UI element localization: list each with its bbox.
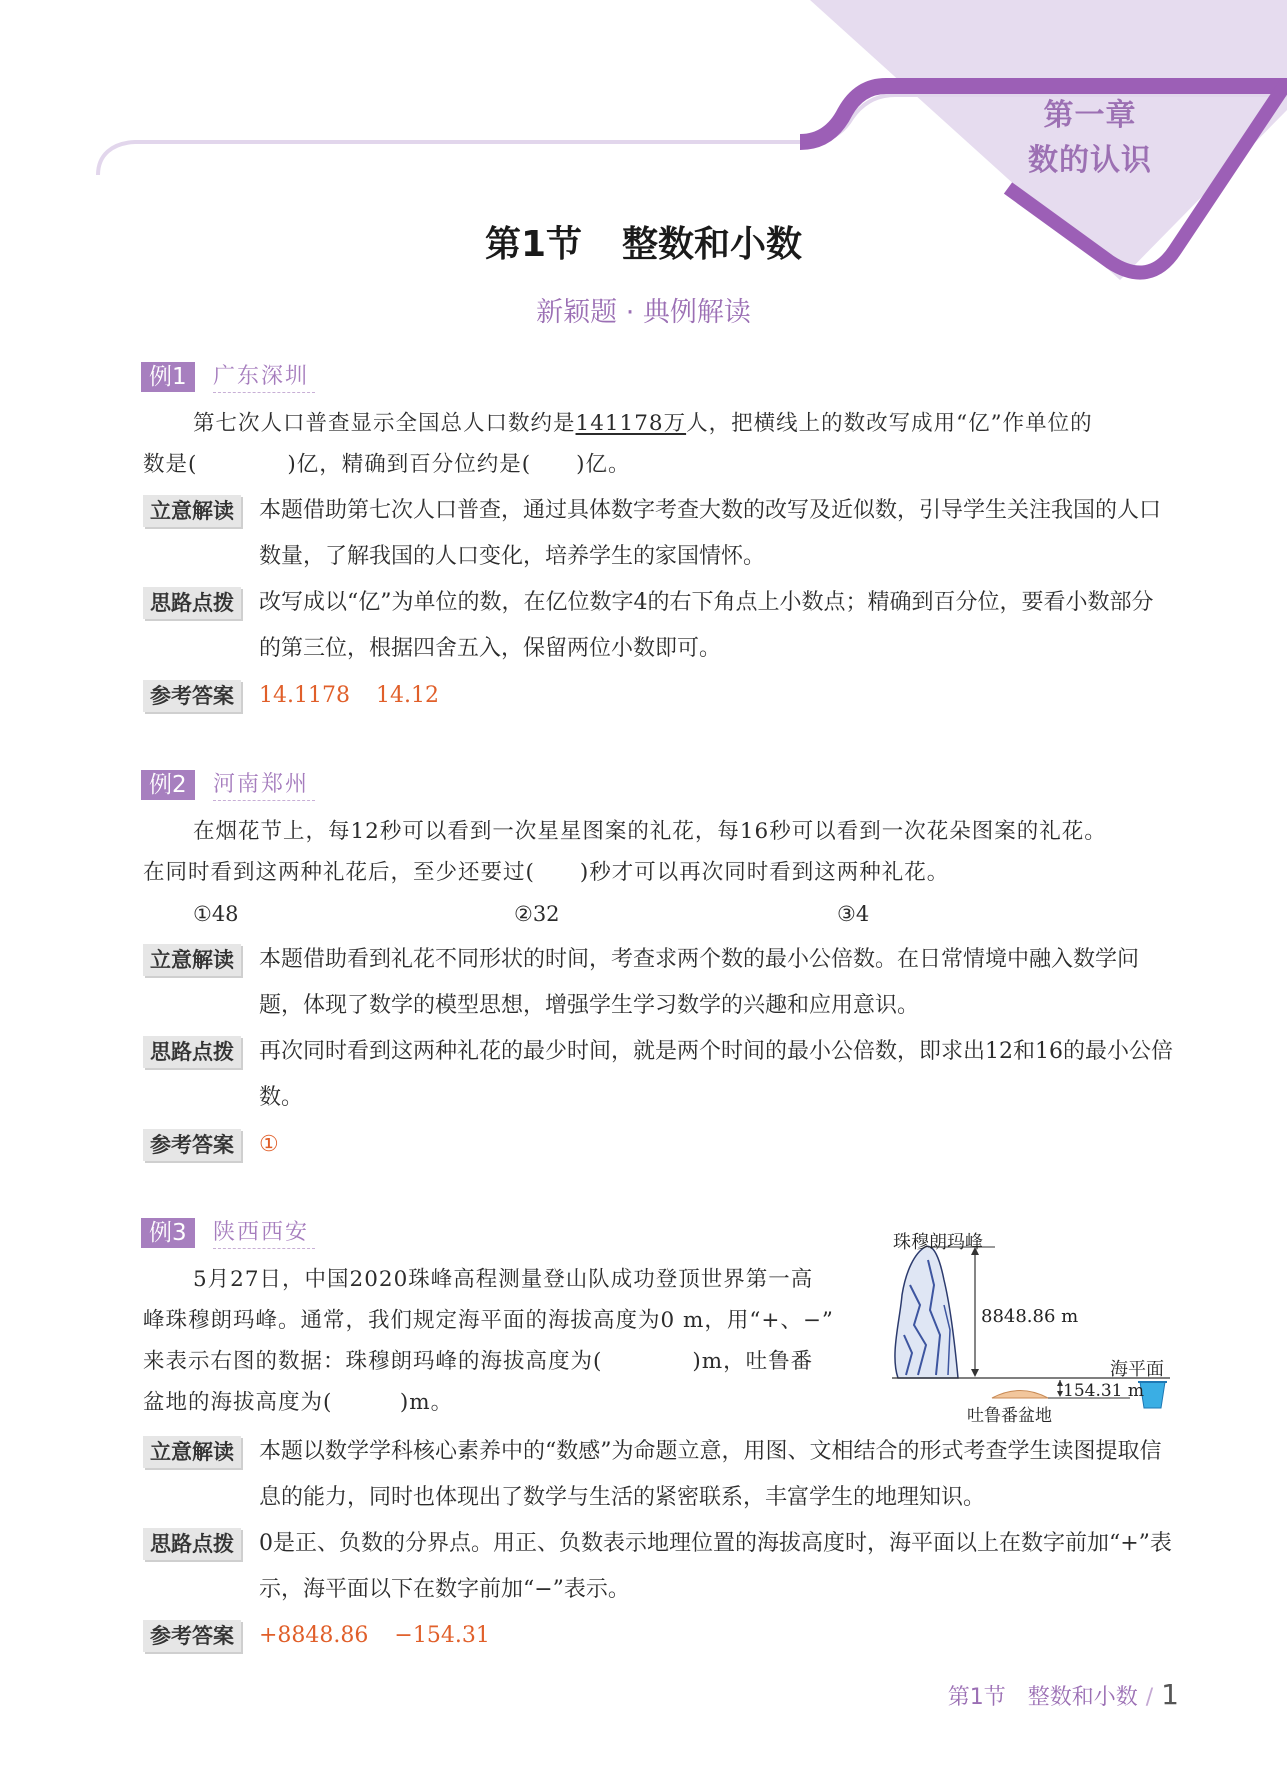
- page-number: 1: [1161, 1678, 1179, 1711]
- example-2-intent-label: 立意解读: [143, 944, 241, 976]
- example-2-tag: 例2: [141, 770, 195, 800]
- chapter-name: 数的认识: [1028, 143, 1152, 178]
- example-1-answer-label: 参考答案: [143, 680, 241, 712]
- example-3-answer: +8848.86 −154.31: [259, 1623, 490, 1648]
- example-3-question-line-4: 盆地的海拔高度为( )m。: [143, 1390, 454, 1415]
- example-1-answer: 14.1178 14.12: [259, 683, 439, 708]
- example-3-region: 陕西西安: [213, 1218, 315, 1249]
- example-3-hint-text: 0是正、负数的分界点。用正、负数表示地理位置的海拔高度时，海平面以上在数字前加“+”表示，海平面以下在数字前加“−”表示。: [259, 1531, 1172, 1602]
- example-2-hint-text: 再次同时看到这两种礼花的最少时间，就是两个时间的最小公倍数，即求出12和16的最小公倍数。: [259, 1039, 1173, 1110]
- figure-sea-level: 海平面: [1110, 1359, 1164, 1380]
- example-1-hint-label: 思路点拨: [143, 587, 241, 619]
- example-1-question-line-1: 第七次人口普查显示全国总人口数约是141178万人，把横线上的数改写成用“亿”作单位的: [193, 411, 1093, 436]
- example-2-answer: ①: [259, 1132, 279, 1157]
- figure-peak-height: 8848.86 m: [981, 1306, 1079, 1327]
- example-2-hint-label: 思路点拨: [143, 1036, 241, 1068]
- example-2-intent-text: 本题借助看到礼花不同形状的时间，考查求两个数的最小公倍数。在日常情境中融入数学问题，体现了数学的模型思想，增强学生学习数学的兴趣和应用意识。: [259, 947, 1140, 1018]
- example-2-region: 河南郑州: [213, 770, 315, 801]
- section-name: 整数和小数: [622, 224, 803, 265]
- example-3-intent-text: 本题以数学学科核心素养中的“数感”为命题立意，用图、文相结合的形式考查学生读图提取信息的能力，同时也体现出了数学与生活的紧密联系，丰富学生的地理知识。: [259, 1439, 1162, 1510]
- example-1-region: 广东深圳: [213, 362, 315, 393]
- example-3-question-line-1: 5月27日，中国2020珠峰高程测量登山队成功登顶世界第一高: [193, 1267, 814, 1292]
- example-2-option-1: ①48: [193, 902, 239, 926]
- page-title: [0, 216, 1287, 267]
- figure-peak-name: 珠穆朗玛峰: [893, 1232, 983, 1253]
- example-1-intent-text: 本题借助第七次人口普查，通过具体数字考查大数的改写及近似数，引导学生关注我国的人口数量，了解我国的人口变化，培养学生的家国情怀。: [259, 498, 1162, 569]
- example-2-option-3: ③4: [837, 902, 870, 926]
- example-3-tag: 例3: [141, 1218, 195, 1248]
- example-1-hint-text: 改写成以“亿”为单位的数，在亿位数字4的右下角点上小数点；精确到百分位，要看小数部分的第三位，根据四舍五入，保留两位小数即可。: [259, 590, 1154, 661]
- figure-basin-name: 吐鲁番盆地: [967, 1406, 1052, 1426]
- example-1-question-line-2: 数是( )亿，精确到百分位约是( )亿。: [143, 452, 631, 477]
- example-3-question-line-3: 来表示右图的数据：珠穆朗玛峰的海拔高度为( )m，吐鲁番: [143, 1349, 814, 1374]
- example-3-intent-label: 立意解读: [143, 1436, 241, 1468]
- example-1-tag: 例1: [141, 362, 195, 392]
- example-2-question-line-2: 在同时看到这两种礼花后，至少还要过( )秒才可以再次同时看到这两种礼花。: [143, 860, 950, 885]
- chapter-number: 第一章: [1043, 98, 1137, 133]
- example-2-option-2: ②32: [514, 902, 560, 926]
- page-footer: 第1节 整数和小数 / 1: [947, 1678, 1179, 1711]
- section-number: 第1节: [484, 224, 583, 265]
- example-1-intent-label: 立意解读: [143, 495, 241, 527]
- footer-section: 第1节 整数和小数: [947, 1685, 1138, 1710]
- example-3-question-line-2: 峰珠穆朗玛峰。通常，我们规定海平面的海拔高度为0 m，用“+、−”: [143, 1308, 834, 1333]
- example-2-question-line-1: 在烟花节上，每12秒可以看到一次星星图案的礼花，每16秒可以看到一次花朵图案的礼花。: [193, 819, 1107, 844]
- example-3-answer-label: 参考答案: [143, 1620, 241, 1652]
- example-2-answer-label: 参考答案: [143, 1129, 241, 1161]
- figure-basin-depth: 154.31 m: [1063, 1381, 1145, 1401]
- page-subtitle: 新颖题 · 典例解读: [536, 297, 751, 328]
- example-3-hint-label: 思路点拨: [143, 1528, 241, 1560]
